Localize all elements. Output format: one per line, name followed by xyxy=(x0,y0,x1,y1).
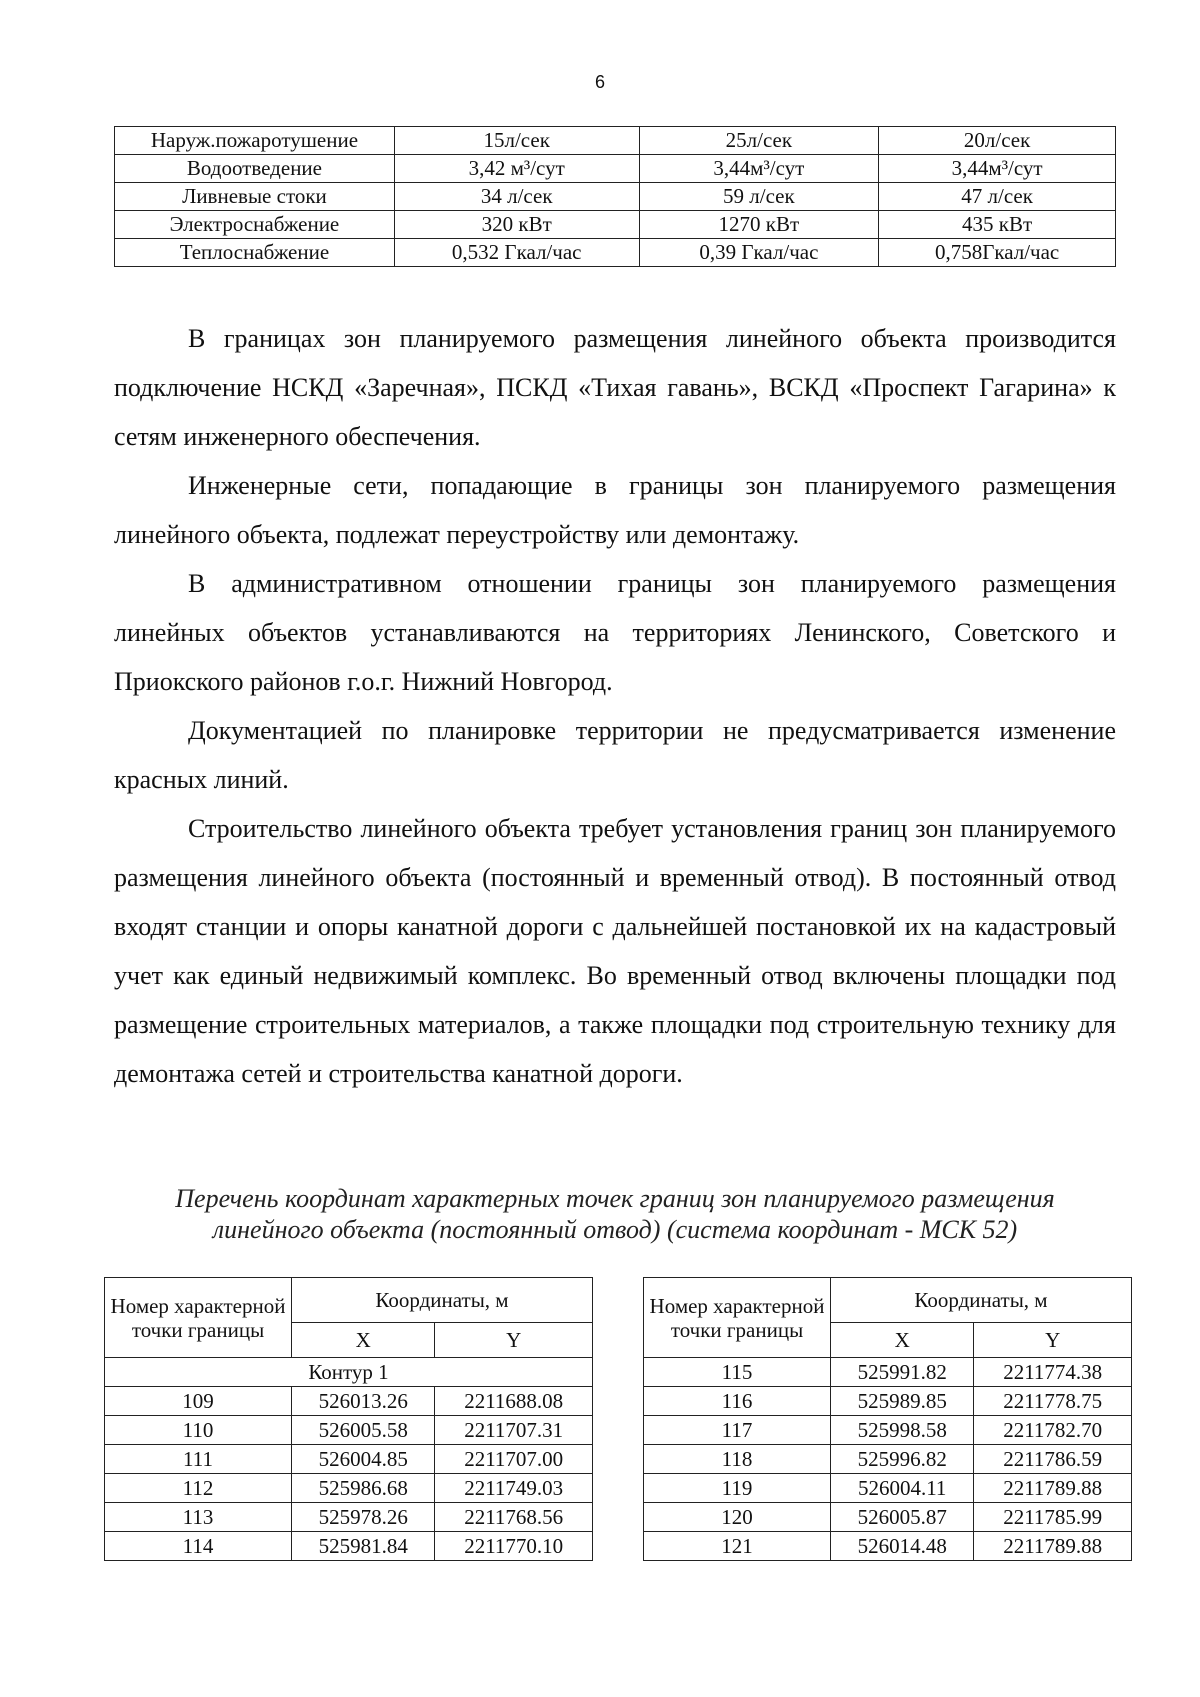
y-value: 2211778.75 xyxy=(974,1387,1132,1416)
table-cell: 1270 кВт xyxy=(639,211,879,239)
y-value: 2211774.38 xyxy=(974,1358,1132,1387)
table-cell: Теплоснабжение xyxy=(115,239,395,267)
x-header: X xyxy=(831,1323,974,1358)
point-number: 114 xyxy=(105,1532,292,1561)
contour-row xyxy=(105,1358,593,1387)
table-header-row xyxy=(644,1278,1132,1323)
table-cell: Наруж.пожаротушение xyxy=(115,127,395,155)
table-cell: 0,758Гкал/час xyxy=(879,239,1116,267)
table-header-row xyxy=(105,1278,593,1323)
table-row xyxy=(644,1416,1132,1445)
body-text xyxy=(114,314,1116,1098)
table-cell: 47 л/сек xyxy=(879,183,1116,211)
table-cell: Электроснабжение xyxy=(115,211,395,239)
table-cell: 320 кВт xyxy=(394,211,639,239)
point-number: 109 xyxy=(105,1387,292,1416)
table-cell: 59 л/сек xyxy=(639,183,879,211)
table-row xyxy=(105,1503,593,1532)
utility-loads-table xyxy=(114,126,1116,267)
table-row xyxy=(644,1474,1132,1503)
y-value: 2211707.00 xyxy=(435,1445,593,1474)
coordinates-caption xyxy=(114,1183,1116,1245)
paragraph: Документацией по планировке территории не предусматривается изменение красных линий. xyxy=(114,716,1116,794)
table-cell: 0,39 Гкал/час xyxy=(639,239,879,267)
x-value: 526005.87 xyxy=(831,1503,974,1532)
table-cell: 20л/сек xyxy=(879,127,1116,155)
y-value: 2211770.10 xyxy=(435,1532,593,1561)
table-row xyxy=(105,1416,593,1445)
table-row xyxy=(644,1532,1132,1561)
x-value: 525978.26 xyxy=(292,1503,435,1532)
y-value: 2211768.56 xyxy=(435,1503,593,1532)
x-value: 525986.68 xyxy=(292,1474,435,1503)
y-value: 2211749.03 xyxy=(435,1474,593,1503)
table-row xyxy=(105,1474,593,1503)
x-value: 526004.11 xyxy=(831,1474,974,1503)
table-row xyxy=(105,1387,593,1416)
table-row xyxy=(644,1387,1132,1416)
y-value: 2211789.88 xyxy=(974,1474,1132,1503)
x-value: 525996.82 xyxy=(831,1445,974,1474)
table-row xyxy=(644,1358,1132,1387)
x-value: 525981.84 xyxy=(292,1532,435,1561)
point-number: 113 xyxy=(105,1503,292,1532)
caption-line: Перечень координат характерных точек границ зон планируемого размещения xyxy=(175,1184,1055,1213)
point-number: 121 xyxy=(644,1532,831,1561)
paragraph: В границах зон планируемого размещения линейного объекта производится подключение НСКД «Заречная», ПСКД «Тихая гавань», ВСКД «Проспект Гагарина» к сетям инженерного обеспечения. xyxy=(114,324,1116,451)
table-row xyxy=(644,1503,1132,1532)
y-header: Y xyxy=(435,1323,593,1358)
paragraph: Инженерные сети, попадающие в границы зон планируемого размещения линейного объекта, подлежат переустройству или демонтажу. xyxy=(114,471,1116,549)
point-number: 111 xyxy=(105,1445,292,1474)
x-value: 526013.26 xyxy=(292,1387,435,1416)
x-header: X xyxy=(292,1323,435,1358)
paragraph: Строительство линейного объекта требует установления границ зон планируемого размещения линейного объекта (постоянный и временный отвод). В постоянный отвод входят станции и опоры канатной дороги с дальнейшей постановкой их на кадастровый учет как единый недвижимый комплекс. Во временный отвод включены площадки под размещение строительных материалов, а также площадки под строительную технику для демонтажа сетей и строительства канатной дороги. xyxy=(114,814,1116,1088)
table-cell: 0,532 Гкал/час xyxy=(394,239,639,267)
table-cell: Водоотведение xyxy=(115,155,395,183)
table-cell: Ливневые стоки xyxy=(115,183,395,211)
y-value: 2211688.08 xyxy=(435,1387,593,1416)
y-header: Y xyxy=(974,1323,1132,1358)
coordinates-table-right xyxy=(643,1277,1132,1561)
table-cell: 3,42 м³/сут xyxy=(394,155,639,183)
x-value: 525991.82 xyxy=(831,1358,974,1387)
point-number: 112 xyxy=(105,1474,292,1503)
x-value: 526014.48 xyxy=(831,1532,974,1561)
y-value: 2211786.59 xyxy=(974,1445,1132,1474)
table-row xyxy=(115,211,1116,239)
x-value: 526005.58 xyxy=(292,1416,435,1445)
point-number: 117 xyxy=(644,1416,831,1445)
point-number: 118 xyxy=(644,1445,831,1474)
point-number: 115 xyxy=(644,1358,831,1387)
table-row xyxy=(105,1445,593,1474)
y-value: 2211782.70 xyxy=(974,1416,1132,1445)
x-value: 525998.58 xyxy=(831,1416,974,1445)
point-number: 116 xyxy=(644,1387,831,1416)
table-cell: 435 кВт xyxy=(879,211,1116,239)
table-row xyxy=(115,127,1116,155)
point-number-header: Номер характерной точки границы xyxy=(644,1278,831,1358)
table-cell: 15л/сек xyxy=(394,127,639,155)
coordinates-header: Координаты, м xyxy=(831,1278,1132,1323)
point-number: 120 xyxy=(644,1503,831,1532)
y-value: 2211785.99 xyxy=(974,1503,1132,1532)
coordinates-header: Координаты, м xyxy=(292,1278,593,1323)
x-value: 525989.85 xyxy=(831,1387,974,1416)
paragraph: В административном отношении границы зон планируемого размещения линейных объектов устанавливаются на территориях Ленинского, Советского и Приокского районов г.о.г. Нижний Новгород. xyxy=(114,569,1116,696)
table-row xyxy=(115,239,1116,267)
coordinates-table-left xyxy=(104,1277,593,1561)
table-row xyxy=(115,155,1116,183)
page-number: 6 xyxy=(594,72,605,92)
table-cell: 3,44м³/сут xyxy=(879,155,1116,183)
y-value: 2211789.88 xyxy=(974,1532,1132,1561)
table-row xyxy=(115,183,1116,211)
point-number: 110 xyxy=(105,1416,292,1445)
table-cell: 34 л/сек xyxy=(394,183,639,211)
x-value: 526004.85 xyxy=(292,1445,435,1474)
table-row xyxy=(644,1445,1132,1474)
y-value: 2211707.31 xyxy=(435,1416,593,1445)
point-number: 119 xyxy=(644,1474,831,1503)
caption-line: линейного объекта (постоянный отвод) (система координат - МСК 52) xyxy=(212,1215,1018,1244)
contour-label: Контур 1 xyxy=(105,1358,593,1387)
table-row xyxy=(105,1532,593,1561)
table-cell: 3,44м³/сут xyxy=(639,155,879,183)
table-cell: 25л/сек xyxy=(639,127,879,155)
point-number-header: Номер характерной точки границы xyxy=(105,1278,292,1358)
